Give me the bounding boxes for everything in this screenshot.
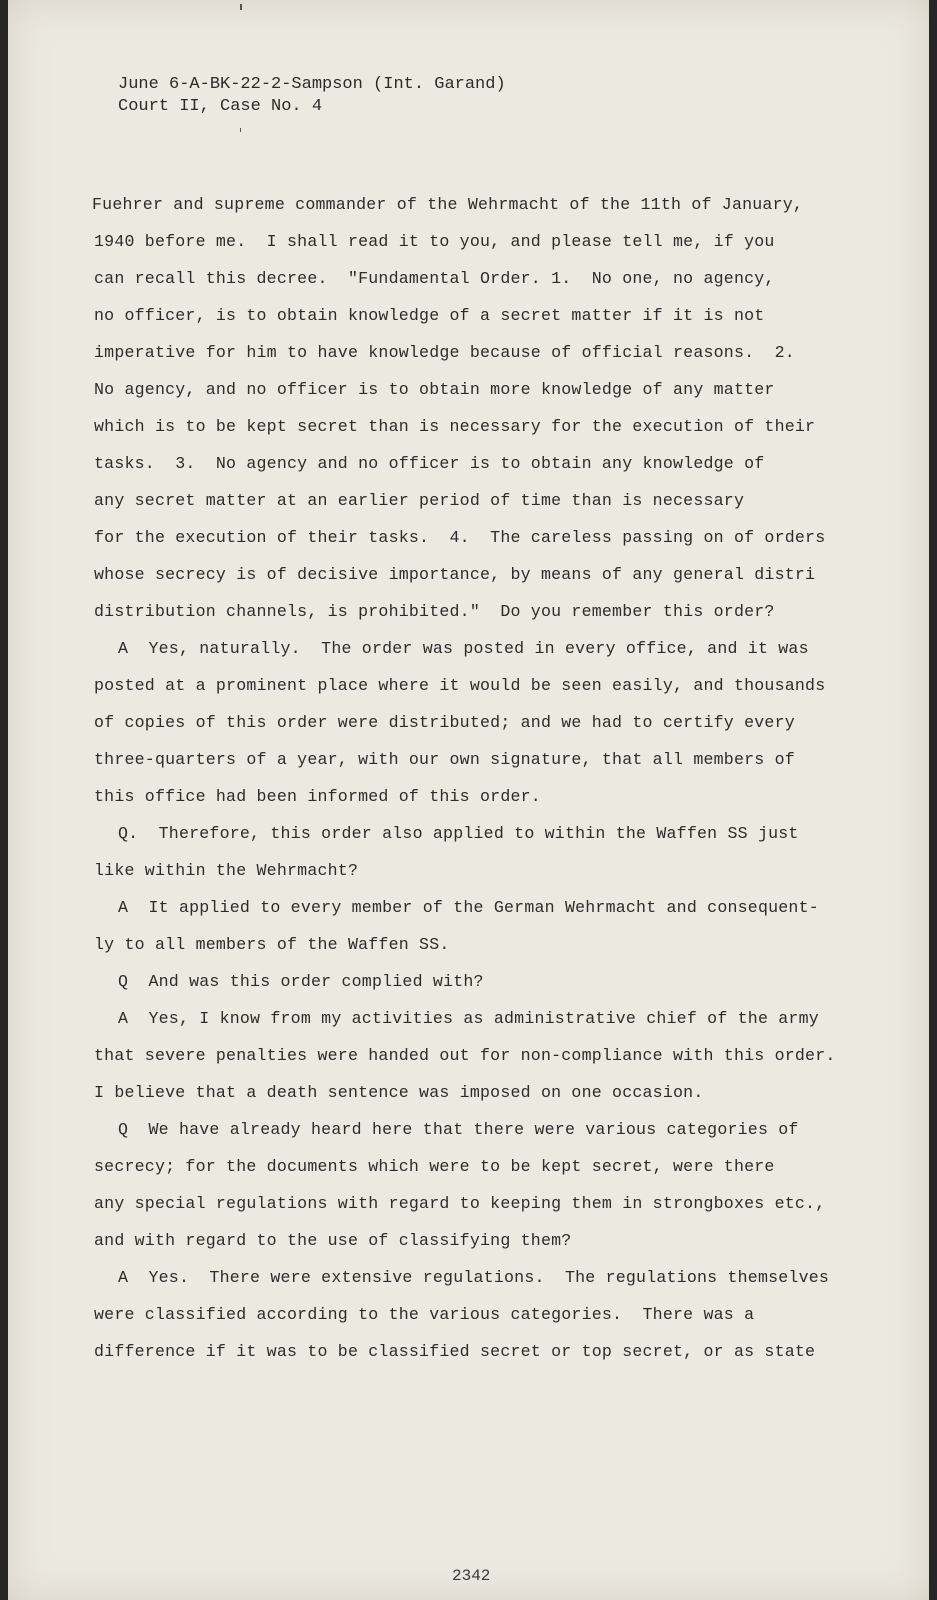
transcript-line: Fuehrer and supreme commander of the Wehrmacht of the 11th of January, <box>92 195 804 214</box>
transcript-line: no officer, is to obtain knowledge of a secret matter if it is not <box>94 306 765 325</box>
header-court-case: Court II, Case No. 4 <box>118 97 323 116</box>
transcript-line: No agency, and no officer is to obtain more knowledge of any matter <box>94 380 775 399</box>
transcript-line: I believe that a death sentence was imposed on one occasion. <box>94 1083 704 1102</box>
transcript-line: A Yes, naturally. The order was posted in every office, and it was <box>118 639 809 658</box>
transcript-line: posted at a prominent place where it would be seen easily, and thousands <box>94 676 826 695</box>
transcript-line: like within the Wehrmacht? <box>94 861 359 880</box>
transcript-line: of copies of this order were distributed; and we had to certify every <box>94 713 795 732</box>
paper-speck <box>240 4 242 10</box>
transcript-line: this office had been informed of this order. <box>94 787 541 806</box>
transcript-line: A Yes. There were extensive regulations. The regulations themselves <box>118 1268 830 1287</box>
transcript-line: whose secrecy is of decisive importance, by means of any general distri <box>94 565 816 584</box>
transcript-line: can recall this decree. "Fundamental Order. 1. No one, no agency, <box>94 269 775 288</box>
transcript-line: imperative for him to have knowledge because of official reasons. 2. <box>94 343 795 362</box>
transcript-line: any secret matter at an earlier period of time than is necessary <box>94 491 745 510</box>
transcript-line: three-quarters of a year, with our own signature, that all members of <box>94 750 795 769</box>
transcript-line: any special regulations with regard to keeping them in strongboxes etc., <box>94 1194 826 1213</box>
transcript-line: distribution channels, is prohibited." Do you remember this order? <box>94 602 775 621</box>
transcript-line: difference if it was to be classified secret or top secret, or as state <box>94 1342 816 1361</box>
transcript-line: Q And was this order complied with? <box>118 972 484 991</box>
transcript-line: for the execution of their tasks. 4. The careless passing on of orders <box>94 528 826 547</box>
transcript-line: were classified according to the various categories. There was a <box>94 1305 755 1324</box>
transcript-line: tasks. 3. No agency and no officer is to obtain any knowledge of <box>94 454 765 473</box>
page-number: 2342 <box>452 1567 491 1585</box>
transcript-line: which is to be kept secret than is necessary for the execution of their <box>94 417 816 436</box>
transcript-line: Q We have already heard here that there were various categories of <box>118 1120 799 1139</box>
transcript-line: secrecy; for the documents which were to be kept secret, were there <box>94 1157 775 1176</box>
transcript-line: that severe penalties were handed out for non-compliance with this order. <box>94 1046 836 1065</box>
transcript-line: 1940 before me. I shall read it to you, and please tell me, if you <box>94 232 775 251</box>
transcript-line: A It applied to every member of the German Wehrmacht and consequent- <box>118 898 819 917</box>
header-case-reference: June 6-A-BK-22-2-Sampson (Int. Garand) <box>118 75 506 94</box>
document-header <box>118 74 506 118</box>
transcript-line: and with regard to the use of classifying them? <box>94 1231 572 1250</box>
document-page <box>8 0 929 1600</box>
transcript-line: Q. Therefore, this order also applied to within the Waffen SS just <box>118 824 799 843</box>
transcript-line: A Yes, I know from my activities as administrative chief of the army <box>118 1009 819 1028</box>
transcript-line: ly to all members of the Waffen SS. <box>94 935 450 954</box>
paper-speck <box>240 128 241 132</box>
